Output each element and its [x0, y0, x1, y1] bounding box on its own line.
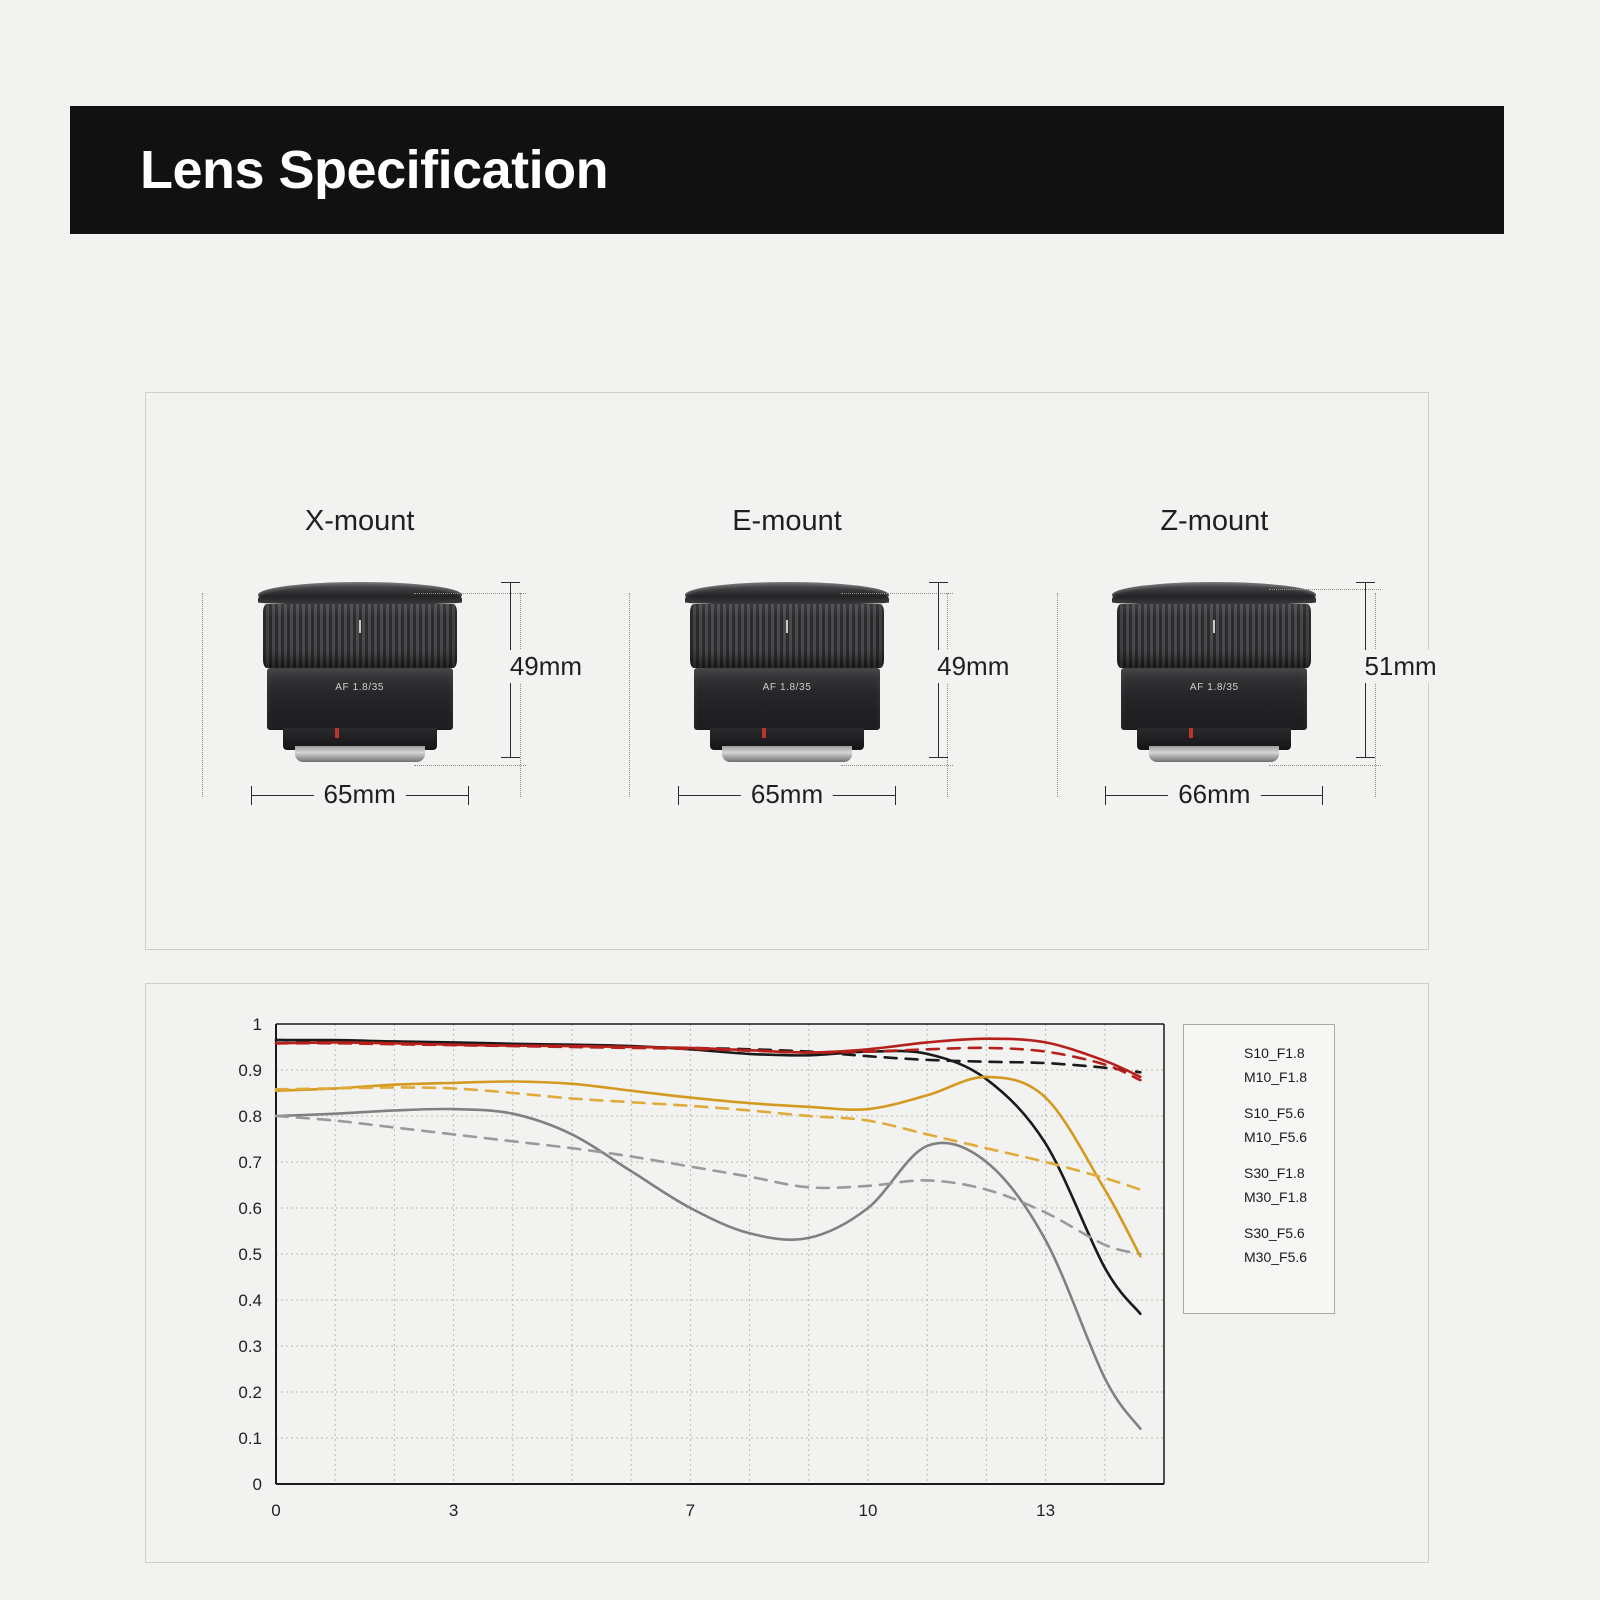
mtf-series-line-4	[276, 1109, 1140, 1429]
y-axis-tick-label: 0.9	[238, 1061, 262, 1080]
mtf-series-line-7	[276, 1087, 1140, 1189]
mtf-series-line-0	[276, 1040, 1140, 1314]
legend-item	[1194, 1065, 1324, 1089]
mount-card-row	[146, 393, 1437, 949]
x-axis-tick-label: 7	[685, 1501, 696, 1520]
mount-name-label: X-mount	[304, 505, 415, 537]
y-axis-tick-label: 0.4	[238, 1291, 262, 1310]
legend-item	[1194, 1221, 1324, 1245]
legend-label: S30_F5.6	[1244, 1225, 1305, 1241]
legend-label: M10_F1.8	[1244, 1069, 1308, 1085]
height-dimension-label: 49mm	[934, 650, 1012, 683]
mtf-chart-panel	[145, 983, 1429, 1563]
legend-item	[1194, 1125, 1324, 1149]
y-axis-tick-label: 0.1	[238, 1429, 262, 1448]
y-axis-tick-label: 0.7	[238, 1153, 262, 1172]
lens-engraving-text: AF 1.8/35	[335, 682, 385, 693]
legend-item	[1194, 1245, 1324, 1269]
y-axis-tick-label: 0.2	[238, 1383, 262, 1402]
x-axis-tick-label: 10	[858, 1501, 878, 1520]
height-dimension-label: 49mm	[507, 650, 585, 683]
lens-engraving-text: AF 1.8/35	[1189, 682, 1239, 693]
y-axis-tick-label: 0.8	[238, 1107, 262, 1126]
lens-illustration	[676, 578, 898, 763]
height-dimension-label: 51mm	[1361, 650, 1439, 683]
mount-card-e	[573, 393, 1010, 949]
lens-dimensions-panel	[145, 392, 1437, 950]
y-axis-tick-label: 0.5	[238, 1245, 262, 1264]
legend-label: S10_F5.6	[1244, 1105, 1305, 1121]
width-dimension-label: 65mm	[741, 779, 833, 810]
legend-item	[1194, 1185, 1324, 1209]
x-axis-tick-label: 13	[1036, 1501, 1056, 1520]
legend-label: M30_F1.8	[1244, 1189, 1308, 1205]
legend-label: S10_F1.8	[1244, 1045, 1305, 1061]
y-axis-tick-label: 0.6	[238, 1199, 262, 1218]
mount-name-label: Z-mount	[1160, 505, 1269, 537]
lens-illustration	[1103, 578, 1325, 763]
legend-label: M30_F5.6	[1244, 1249, 1308, 1265]
chart-legend	[1183, 1024, 1335, 1314]
lens-illustration	[249, 578, 471, 763]
mount-name-label: E-mount	[732, 505, 842, 537]
y-axis-tick-label: 1	[252, 1015, 262, 1034]
legend-label: M10_F5.6	[1244, 1129, 1308, 1145]
y-axis-tick-label: 0	[252, 1475, 262, 1494]
header-band	[70, 106, 1504, 234]
legend-item	[1194, 1101, 1324, 1125]
mount-card-x	[146, 393, 583, 949]
page-title: Lens Specification	[140, 140, 609, 200]
width-dimension-label: 66mm	[1168, 779, 1260, 810]
mtf-series-line-6	[276, 1077, 1140, 1256]
y-axis-tick-label: 0.3	[238, 1337, 262, 1356]
legend-label: S30_F1.8	[1244, 1165, 1305, 1181]
legend-item	[1194, 1161, 1324, 1185]
width-dimension-label: 65mm	[314, 779, 406, 810]
legend-item	[1194, 1041, 1324, 1065]
x-axis-tick-label: 0	[271, 1501, 281, 1520]
mount-card-z	[1001, 393, 1437, 949]
x-axis-tick-label: 3	[448, 1501, 459, 1520]
lens-engraving-text: AF 1.8/35	[762, 682, 812, 693]
